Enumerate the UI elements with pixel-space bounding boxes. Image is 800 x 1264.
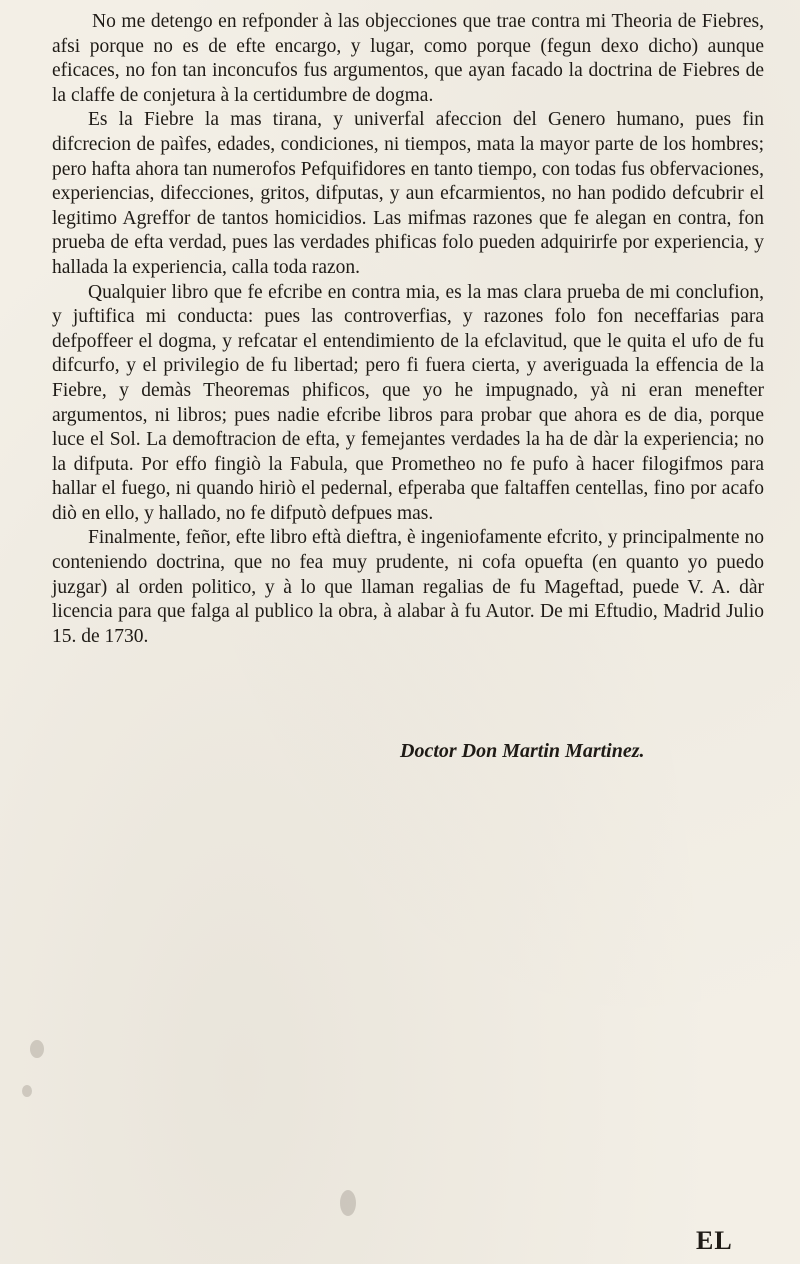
paragraph-1: No me detengo en refponder à las objecciones que trae contra mi Theoria de Fiebres, afsi porque no es de efte encargo, y lugar, como porque (fegun dexo dicho) aunque eficaces, no fon tan inconcufos fus argumentos, que ayan facado la doctrina de Fiebres de la claffe de conjetura à la certidumbre de dogma. xyxy=(52,11,764,106)
catchword: EL xyxy=(696,1226,733,1255)
ink-stain xyxy=(30,1040,44,1058)
body-text xyxy=(52,10,764,649)
paragraph-2: Es la Fiebre la mas tirana, y univerfal afeccion del Genero humano, pues fin difcrecion de paìfes, edades, condiciones, ni tiempos, mata la mayor parte de los hombres; pero hafta ahora tan numerofos Pefquifidores en tanto tiempo, con todas fus obfervaciones, experiencias, difecciones, gritos, difputas, y aun efcarmientos, no han podido defcubrir el legitimo Agreffor de tantos homicidios. Las mifmas razones que fe alegan en contra, fon prueba de efta verdad, pues las verdades phificas folo pueden adquirirfe por experiencia, y hallada la experiencia, calla toda razon. xyxy=(52,109,764,278)
ink-stain xyxy=(22,1085,32,1097)
ink-stain xyxy=(340,1190,356,1216)
paragraph-4: Finalmente, feñor, efte libro eftà dieftra, è ingeniofamente efcrito, y principalmente no conteniendo doctrina, que no fea muy prudente, ni cofa opuefta (en quanto yo puedo juzgar) al orden politico, y à lo que llaman regalias de fu Mageftad, puede V. A. dàr licencia para que falga al publico la obra, à alabar à fu Autor. De mi Eftudio, Madrid Julio 15. de 1730. xyxy=(52,527,764,647)
signature: Doctor Don Martin Martinez. xyxy=(400,740,645,762)
paragraph-3: Qualquier libro que fe efcribe en contra mia, es la mas clara prueba de mi conclufion, y juftifica mi conducta: pues las controverfias, y razones folo fon neceffarias para defpoffeer el dogma, y refcatar el entendimiento de la efclavitud, que le quita el ufo de fu difcurfo, y el privilegio de fu libertad; pero fi fuera cierta, y averiguada la effencia de la Fiebre, y demàs Theoremas phificos, que yo he impugnado, yà ni eran menefter argumentos, ni libros; pues nadie efcribe libros para probar que ahora es de dia, porque luce el Sol. La demoftracion de efta, y femejantes verdades la ha de dàr la experiencia; no la difputa. Por effo fingiò la Fabula, que Prometheo no fe pufo à hacer filogifmos para hallar el fuego, ni quando hiriò el pedernal, efperaba que faltaffen centellas, fino por acafo diò en ello, y hallado, no fe difputò defpues mas. xyxy=(52,281,764,524)
